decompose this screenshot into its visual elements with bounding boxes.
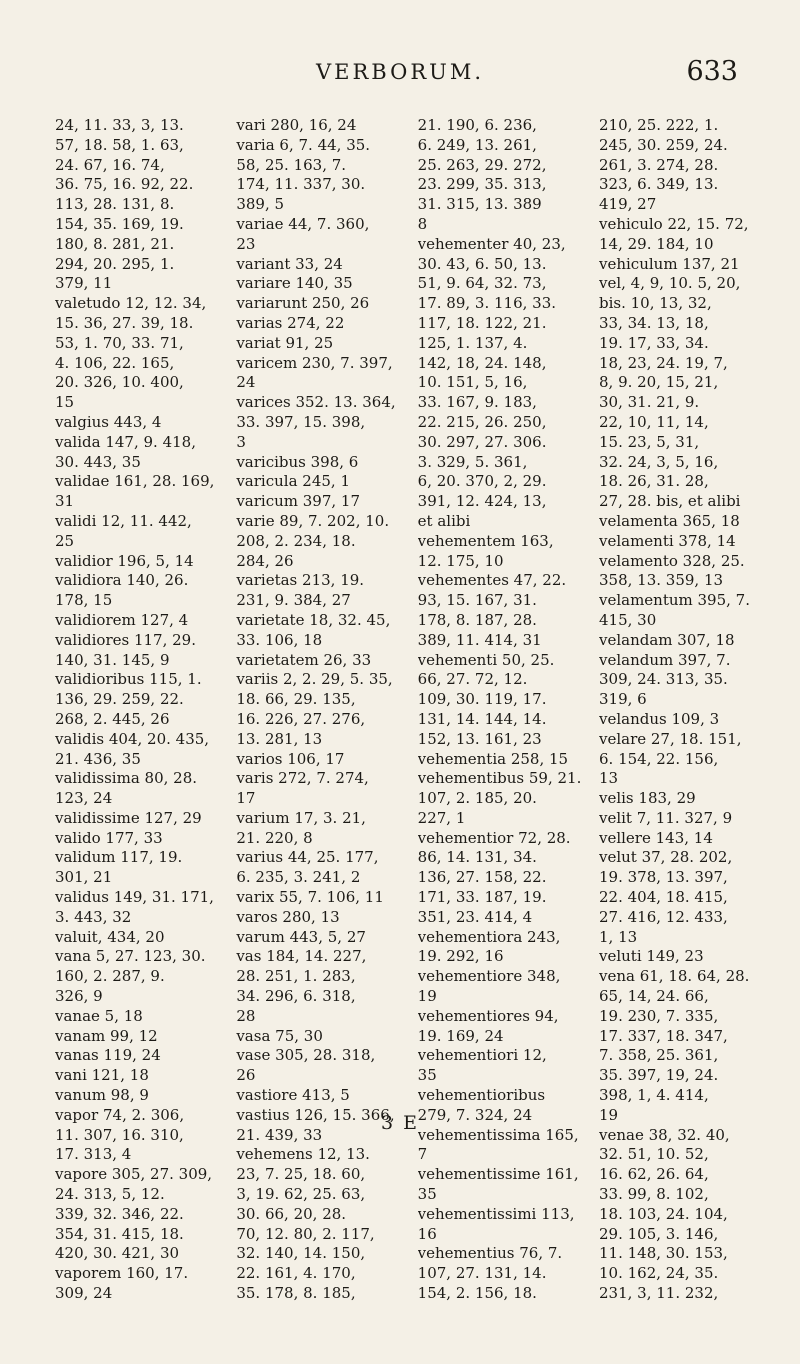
column-3-text: 21. 190, 6. 236, 6. 249, 13. 261, 25. 263, 29. 272, 23. 299, 35. 313, 31. 315, 13. 389 8 vehementer 40, 23, 30. 43, 6. 50, 13. 51, 9. 64, 32. 73, 17. 89, 3. 116, 33. 117, 18. 122, 21. 125, 1. 137, 4. 142, 18, 24. 148, 10. 151, 5, 16, 33. 167, 9. 183, 22. 215, 26. 250, 30. 297, 27. 306. 3. 329, 5. 361, 6, 20. 370, 2, 29. 391, 12. 424, 13, et alibi vehementem 163, 12. 175, 10 vehementes 47, 22. 93, 15. 167, 31. 178, 8. 187, 28. 389, 11. 414, 31 vehementi 50, 25. 66, 27. 72, 12. 109, 30. 119, 17. 131, 14. 144, 14. 152, 13. 161, 23 vehementia 258, 15 vehementibus 59, 21. 107, 2. 185, 20. 227, 1 vehementior 72, 28. 86, 14. 131, 34. 136, 27. 158, 22. 171, 33. 187, 19. 351, 23. 414, 4 vehementiora 243, 19. 292, 16 vehementiore 348, 19 vehementiores 94, 19. 169, 24 vehementiori 12, 35 vehementioribus 279, 7. 324, 24 vehementissima 165, 7 vehementissime 161, 35 vehementissimi 113, 16 vehementius 76, 7. 107, 27. 131, 14. 154, 2. 156, 18. [417, 116, 582, 1303]
signature-mark: 3 E [381, 1112, 419, 1134]
column-1-text: 24, 11. 33, 3, 13. 57, 18. 58, 1. 63, 24. 67, 16. 74, 36. 75, 16. 92, 22. 113, 28. 131, 8. 154, 35. 169, 19. 180, 8. 281, 21. 294, 20. 295, 1. 379, 11 valetudo 12, 12. 34, 15. 36, 27. 39, 18. 53, 1. 70, 33. 71, 4. 106, 22. 165, 20. 326, 10. 400, 15 valgius 443, 4 valida 147, 9. 418, 30. 443, 35 validae 161, 28. 169, 31 validi 12, 11. 442, 25 validior 196, 5, 14 validiora 140, 26. 178, 15 validiorem 127, 4 validiores 117, 29. 140, 31. 145, 9 validioribus 115, 1. 136, 29. 259, 22. 268, 2. 445, 26 validis 404, 20. 435, 21. 436, 35 validissima 80, 28. 123, 24 validissime 127, 29 valido 177, 33 validum 117, 19. 301, 21 validus 149, 31. 171, 3. 443, 32 valuit, 434, 20 vana 5, 27. 123, 30. 160, 2. 287, 9. 326, 9 vanae 5, 18 vanam 99, 12 vanas 119, 24 vani 121, 18 vanum 98, 9 vapor 74, 2. 306, 11. 307, 16. 310, 17. 313, 4 vapore 305, 27. 309, 24. 313, 5, 12. 339, 32. 346, 22. 354, 31. 415, 18. 420, 30. 421, 30 vaporem 160, 17. 309, 24 [55, 116, 215, 1303]
page-number: 633 [686, 56, 738, 87]
running-head: VERBORUM. [315, 60, 485, 84]
column-2-text: vari 280, 16, 24 varia 6, 7. 44, 35. 58, 25. 163, 7. 174, 11. 337, 30. 389, 5 variae 44, 7. 360, 23 variant 33, 24 variare 140, 35 variarunt 250, 26 varias 274, 22 variat 91, 25 varicem 230, 7. 397, 24 varices 352. 13. 364, 33. 397, 15. 398, 3 varicibus 398, 6 varicula 245, 1 varicum 397, 17 varie 89, 7. 202, 10. 208, 2. 234, 18. 284, 26 varietas 213, 19. 231, 9. 384, 27 varietate 18, 32. 45, 33. 106, 18 varietatem 26, 33 variis 2, 2. 29, 5. 35, 18. 66, 29. 135, 16. 226, 27. 276, 13. 281, 13 varios 106, 17 varis 272, 7. 274, 17 varium 17, 3. 21, 21. 220, 8 varius 44, 25. 177, 6. 235, 3. 241, 2 varix 55, 7. 106, 11 varos 280, 13 varum 443, 5, 27 vas 184, 14. 227, 28. 251, 1. 283, 34. 296, 6. 318, 28 vasa 75, 30 vase 305, 28. 318, 26 vastiore 413, 5 vastius 126, 15. 366, 21. 439, 33 vehemens 12, 13. 23, 7. 25, 18. 60, 3, 19. 62, 25. 63, 30. 66, 20, 28. 70, 12. 80, 2. 117, 32. 140, 14. 150, 22. 161, 4. 170, 35. 178, 8. 185, [236, 116, 396, 1303]
column-4-text: 210, 25. 222, 1. 245, 30. 259, 24. 261, 3. 274, 28. 323, 6. 349, 13. 419, 27 vehiculo 22, 15. 72, 14, 29. 184, 10 vehiculum 137, 21 vel, 4, 9, 10. 5, 20, bis. 10, 13, 32, 33, 34. 13, 18, 19. 17, 33, 34. 18, 23, 24. 19, 7, 8, 9. 20, 15, 21, 30, 31. 21, 9. 22, 10, 11, 14, 15. 23, 5, 31, 32. 24, 3, 5, 16, 18. 26, 31. 28, 27, 28. bis, et alibi velamenta 365, 18 velamenti 378, 14 velamento 328, 25. 358, 13. 359, 13 velamentum 395, 7. 415, 30 velandam 307, 18 velandum 397, 7. 309, 24. 313, 35. 319, 6 velandus 109, 3 velare 27, 18. 151, 6. 154, 22. 156, 13 velis 183, 29 velit 7, 11. 327, 9 vellere 143, 14 velut 37, 28. 202, 19. 378, 13. 397, 22. 404, 18. 415, 27. 416, 12. 433, 1, 13 veluti 149, 23 vena 61, 18. 64, 28. 65, 14, 24. 66, 19. 230, 7. 335, 17. 337, 18. 347, 7. 358, 25. 361, 35. 397, 19, 24. 398, 1, 4. 414, 19 venae 38, 32. 40, 32. 51, 10. 52, 16. 62, 26. 64, 33. 99, 8. 102, 18. 103, 24. 104, 29. 105, 3. 146, 11. 148, 30. 153, 10. 162, 24, 35. 231, 3, 11. 232, [598, 116, 750, 1303]
